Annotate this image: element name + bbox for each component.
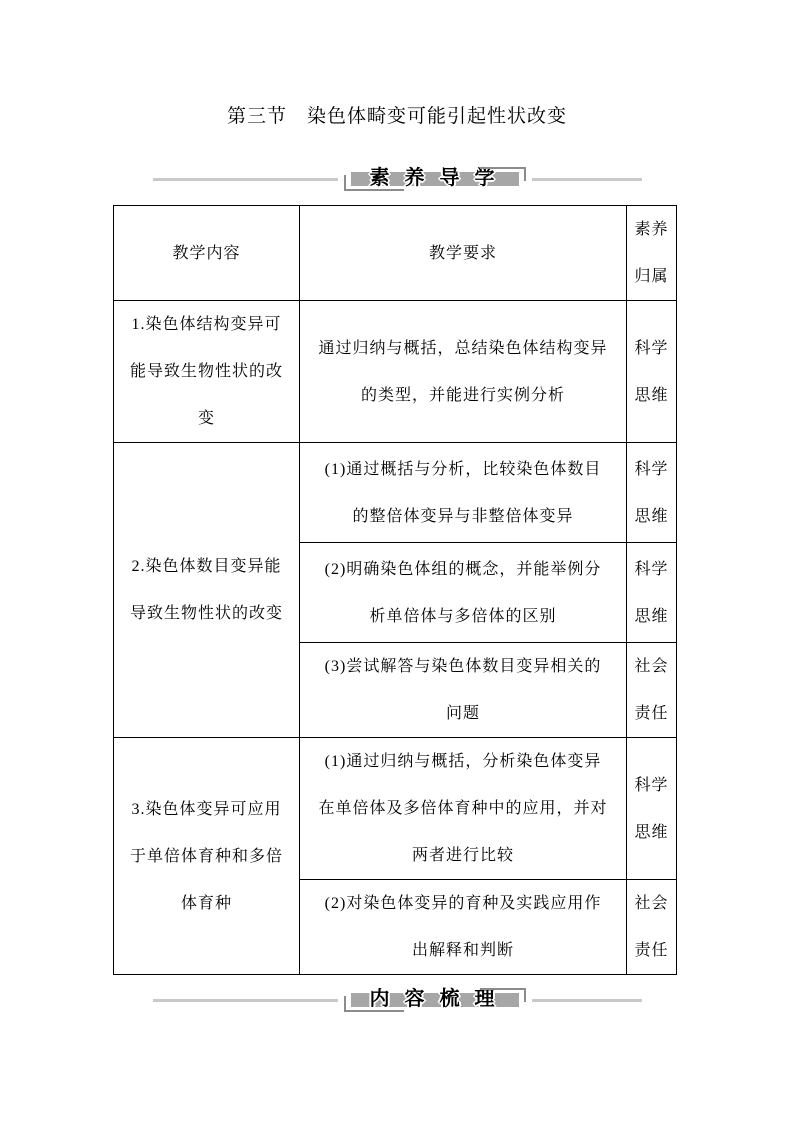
content-line: 1.染色体结构变异可 [131, 316, 282, 333]
requirement-cell-2c [300, 643, 627, 738]
attribution-cell-3a [627, 738, 677, 880]
content-line: 能导致生物性状的改 [129, 363, 283, 380]
header-requirement-label: 教学要求 [428, 244, 497, 262]
requirement-line: 出解释和判断 [411, 942, 514, 959]
attribution-cell-3b [627, 880, 677, 975]
content-line: 体育种 [180, 894, 232, 912]
header-attribution-line: 素养 [634, 221, 669, 238]
attribution-cell-1 [627, 301, 677, 443]
requirement-line: 问题 [445, 705, 480, 722]
attribution-line: 科学 [634, 560, 669, 578]
requirement-cell-2b [300, 543, 627, 643]
requirement-cell-3a [300, 738, 627, 880]
requirement-line: (3)尝试解答与染色体数目变异相关的 [324, 658, 602, 675]
attribution-line: 社会 [634, 895, 669, 912]
requirement-line: 的类型，并能进行实例分析 [360, 386, 565, 404]
banner-right-line [532, 999, 642, 1002]
attribution-line: 科学 [634, 460, 669, 478]
attribution-line: 责任 [634, 705, 669, 722]
content-cell-1 [114, 301, 300, 443]
teaching-table [113, 205, 677, 975]
content-cell-2 [114, 443, 300, 738]
table-row-section3-item1 [114, 738, 677, 880]
requirement-line: (1)通过归纳与概括，分析染色体变异 [324, 753, 602, 770]
requirement-line: 的整倍体变异与非整倍体变异 [352, 507, 574, 525]
attribution-line: 责任 [634, 942, 669, 959]
requirement-cell-2a [300, 443, 627, 543]
banner-bar [351, 167, 519, 189]
attribution-line: 思维 [634, 823, 669, 841]
header-requirement-cell [300, 206, 627, 301]
requirement-line: 两者进行比较 [411, 847, 514, 864]
content-line: 3.染色体变异可应用 [131, 800, 282, 818]
banner-right-line [532, 178, 642, 181]
requirement-cell-1 [300, 301, 627, 443]
requirement-line: 在单倍体及多倍体育种中的应用，并对 [318, 800, 608, 817]
attribution-line: 思维 [634, 507, 669, 525]
content-line: 导致生物性状的改变 [129, 605, 283, 622]
attribution-line: 社会 [634, 658, 669, 675]
attribution-cell-2c [627, 643, 677, 738]
table-row-section1 [114, 301, 677, 443]
banner-bottom-title: 内 容 梳 理 [369, 988, 500, 1010]
banner-bar [351, 988, 519, 1010]
requirement-line: (2)明确染色体组的概念，并能举例分 [324, 560, 602, 578]
requirement-line: (2)对染色体变异的育种及实践应用作 [324, 895, 602, 912]
requirement-line: (1)通过概括与分析，比较染色体数目 [324, 460, 602, 478]
banner-left-line [153, 999, 338, 1002]
header-content-cell [114, 206, 300, 301]
attribution-line: 思维 [634, 607, 669, 625]
section-banner-top [0, 167, 794, 189]
content-cell-3 [114, 738, 300, 975]
banner-top-title: 素 养 导 学 [369, 167, 500, 189]
banner-left-line [153, 178, 338, 181]
page-title: 第三节 染色体畸变可能引起性状改变 [226, 106, 567, 127]
attribution-cell-2a [627, 443, 677, 543]
header-attribution-line: 归属 [634, 268, 669, 285]
section-banner-bottom [0, 988, 794, 1010]
content-line: 2.染色体数目变异能 [131, 558, 282, 575]
header-attribution-cell [627, 206, 677, 301]
content-line: 变 [197, 410, 215, 427]
requirement-line: 通过归纳与概括，总结染色体结构变异 [318, 339, 608, 357]
requirement-cell-3b [300, 880, 627, 975]
attribution-line: 思维 [634, 386, 669, 404]
table-row-section2-item1 [114, 443, 677, 543]
requirement-line: 析单倍体与多倍体的区别 [369, 607, 557, 625]
attribution-cell-2b [627, 543, 677, 643]
table-header-row [114, 206, 677, 301]
header-content-label: 教学内容 [172, 244, 241, 262]
attribution-line: 科学 [634, 776, 669, 794]
attribution-line: 科学 [634, 339, 669, 357]
content-line: 于单倍体育种和多倍 [129, 847, 283, 865]
